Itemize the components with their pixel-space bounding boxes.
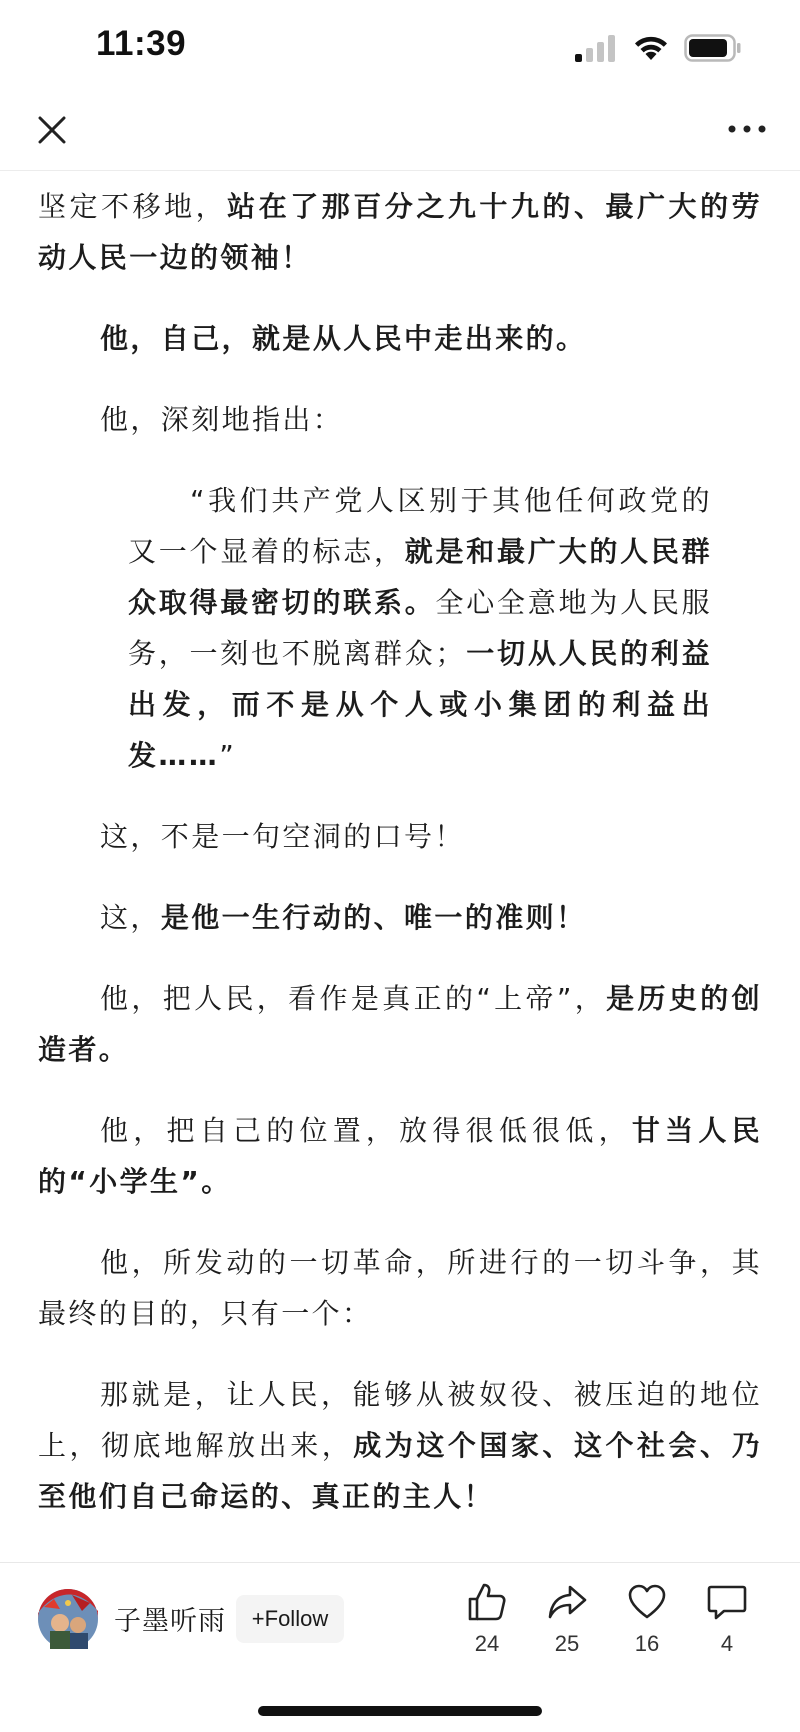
share-count: 25 [554,1631,580,1656]
battery-icon [684,33,742,63]
share-icon [546,1581,588,1623]
favorite-count: 16 [634,1631,660,1656]
status-time: 11:39 [96,24,187,63]
nav-bar [0,100,800,171]
status-bar [0,0,800,100]
article-content [0,130,800,1562]
favorite-button[interactable] [612,1581,682,1671]
more-icon[interactable] [726,114,768,144]
heart-icon [626,1581,668,1623]
article-paragraph: 那就是，让人民，能够从被奴役、被压迫的地位上，彻底地解放出来，成为这个国家、这个社会、乃至他们自己命运的、真正的主人！ [38,1378,762,1513]
article-quote: “我们共产党人区别于其他任何政党的又一个显着的标志，就是和最广大的人民群众取得最密切的联系。全心全意地为人民服务，一刻也不脱离群众；一切从人民的利益出发，而不是从个人或小集团的利益出发……” [128,484,712,772]
article-body [38,130,762,1633]
follow-button[interactable]: +Follow [236,1595,344,1643]
like-count: 24 [474,1631,500,1656]
thumbs-up-icon [466,1581,508,1623]
close-icon[interactable] [32,110,72,150]
status-icons [574,30,742,66]
article-paragraph: 他，深刻地指出： [100,403,344,436]
comment-count: 4 [720,1631,734,1656]
article-paragraph: 他，把自己的位置，放得很低很低，甘当人民的“小学生”。 [38,1114,762,1198]
article-paragraph: 坚定不移地，站在了那百分之九十九的、最广大的劳动人民一边的领袖！ [38,190,762,274]
like-button[interactable] [452,1581,522,1671]
article-paragraph: 他，所发动的一切革命，所进行的一切斗争，其最终的目的，只有一个： [38,1246,762,1330]
share-button[interactable] [532,1581,602,1671]
article-paragraph: 他，把人民，看作是真正的“上帝”，是历史的创造者。 [38,982,762,1066]
article-paragraph: 这，是他一生行动的、唯一的准则！ [100,901,587,934]
article-paragraph: 他，自己，就是从人民中走出来的。 [100,322,587,355]
comment-icon [706,1581,748,1623]
avatar-image [38,1589,98,1649]
article-paragraph: 这，不是一句空洞的口号！ [100,820,465,853]
home-indicator [258,1706,542,1716]
cellular-signal-icon [574,34,618,62]
wifi-icon [632,33,670,63]
author-name[interactable]: 子墨听雨 [114,1606,226,1637]
author-avatar[interactable] [38,1589,98,1649]
comment-button[interactable] [692,1581,762,1671]
